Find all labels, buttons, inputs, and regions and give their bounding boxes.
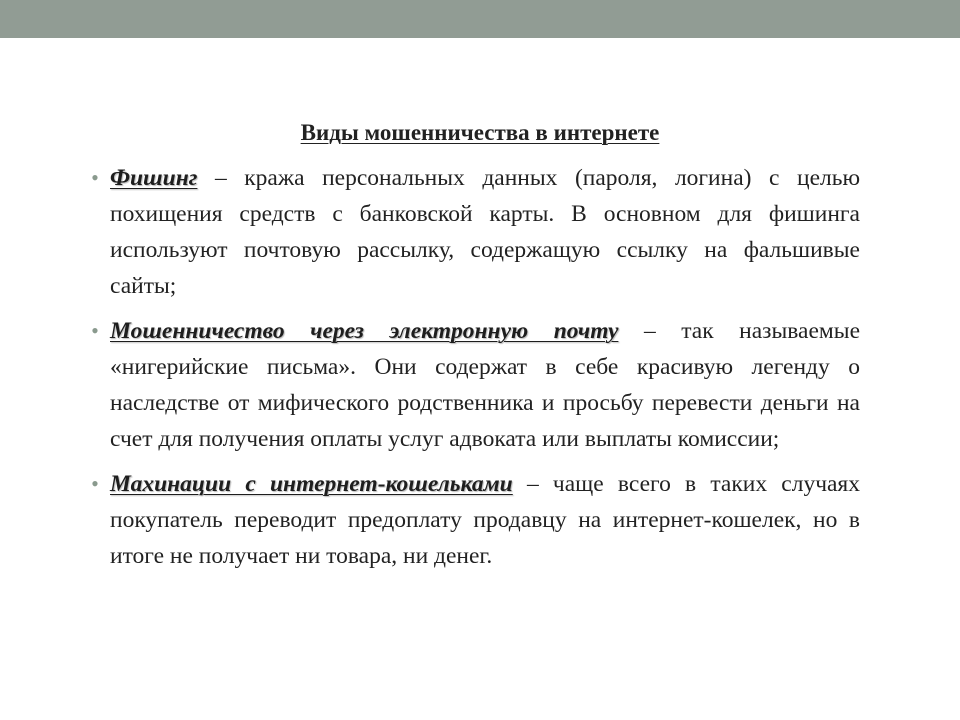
term-wallet-fraud: Махинации с интернет-кошельками — [110, 471, 513, 497]
list-item-phishing — [88, 160, 860, 304]
slide-title: Виды мошенничества в интернете — [300, 120, 660, 145]
term-phishing: Фишинг — [110, 165, 198, 191]
list-item-email-fraud — [88, 313, 860, 457]
description-phishing: – кража персональных данных (пароля, логина) с целью похищения средств с банковской карты. В основном для фишинга используют почтовую рассылку, содержащую ссылку на фальшивые сайты; — [110, 165, 860, 299]
term-email-fraud: Мошенничество через электронную почту — [110, 318, 619, 344]
description-email-fraud: – так называемые «нигерийские письма». Они содержат в себе красивую легенду о наследстве от мифического родственника и просьбу перевести деньги на счет для получения оплаты услуг адвоката или выплаты комиссии; — [110, 318, 860, 452]
bullet-icon: • — [91, 318, 99, 343]
fraud-types-list — [88, 160, 860, 583]
bullet-icon: • — [91, 471, 99, 496]
bullet-icon: • — [91, 165, 99, 190]
description-wallet-fraud: – чаще всего в таких случаях покупатель переводит предоплату продавцу на интернет-кошелек, но в итоге не получает ни товара, ни денег. — [110, 471, 860, 569]
top-decorative-bar — [0, 0, 960, 38]
list-item-wallet-fraud — [88, 466, 860, 574]
